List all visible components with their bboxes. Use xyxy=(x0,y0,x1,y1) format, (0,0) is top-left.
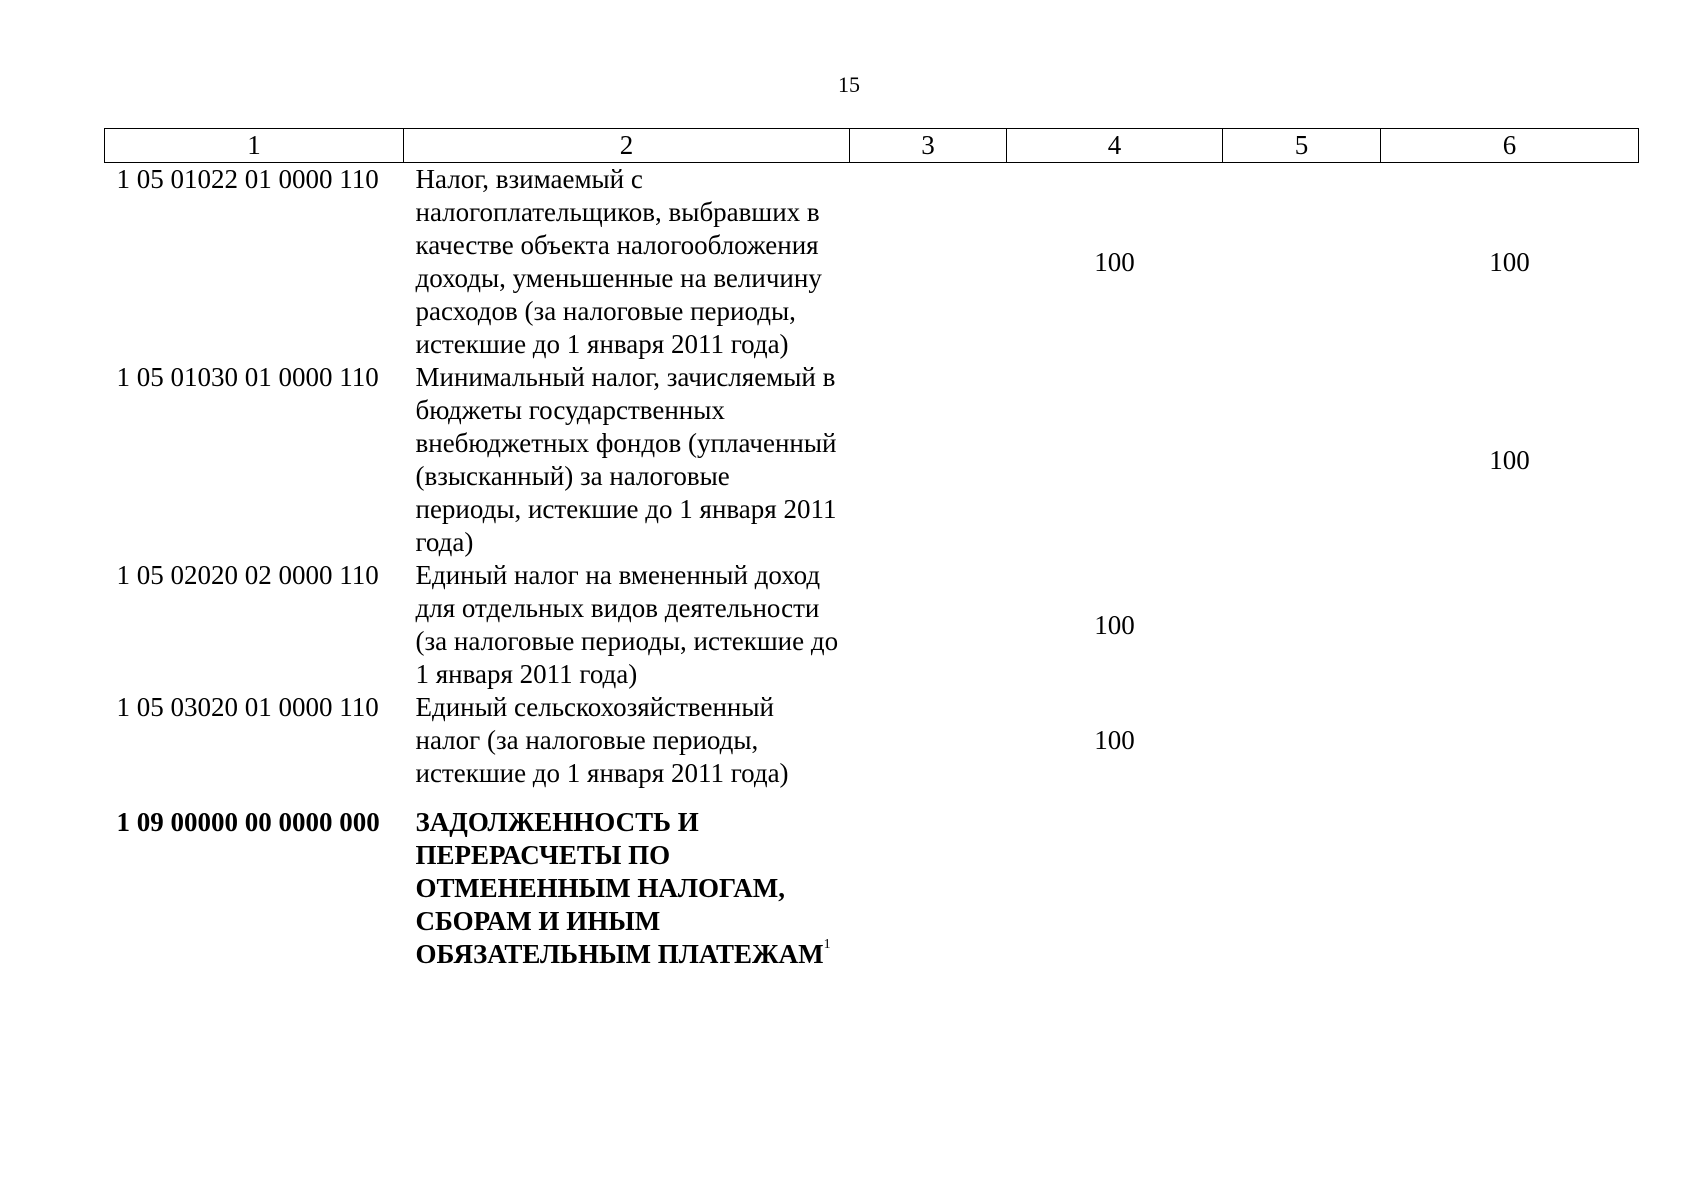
column-header-2: 2 xyxy=(404,129,850,163)
cell-col-3 xyxy=(850,361,1007,559)
income-name: Минимальный налог, зачисляемый в бюджеты государственных внебюджетных фондов (уплаченный (взысканный) за налоговые периоды, истекшие до 1 января 2011 года) xyxy=(415,362,837,557)
income-code: 1 05 01022 01 0000 110 xyxy=(116,164,379,194)
income-name: Единый налог на вмененный доход для отдельных видов деятельности (за налоговые периоды, истекшие до 1 января 2011 года) xyxy=(415,560,839,689)
table-row xyxy=(105,361,1639,559)
table-row xyxy=(105,691,1639,790)
footnote-marker: 1 xyxy=(823,937,831,952)
income-code: 1 09 00000 00 0000 000 xyxy=(116,807,380,837)
cell-col-3 xyxy=(850,559,1007,691)
cell-col-6 xyxy=(1381,790,1639,971)
cell-col-6 xyxy=(1381,691,1639,790)
section-heading-text: ЗАДОЛЖЕННОСТЬ И ПЕРЕРАСЧЕТЫ ПО ОТМЕНЕННЫМ НАЛОГАМ, СБОРАМ И ИНЫМ ОБЯЗАТЕЛЬНЫМ ПЛАТЕЖАМ xyxy=(415,807,824,969)
table-row xyxy=(105,559,1639,691)
cell-col-5 xyxy=(1223,361,1381,559)
income-name: Единый сельскохозяйственный налог (за налоговые периоды, истекшие до 1 января 2011 года) xyxy=(415,692,789,788)
table-header-row xyxy=(105,129,1639,163)
cell-col-4 xyxy=(1007,361,1223,559)
income-code: 1 05 01030 01 0000 110 xyxy=(116,362,379,392)
cell-col-5 xyxy=(1223,163,1381,362)
table-row-section-heading xyxy=(105,790,1639,971)
cell-col-5 xyxy=(1223,691,1381,790)
cell-col-3 xyxy=(850,790,1007,971)
column-header-4: 4 xyxy=(1007,129,1223,163)
column-header-6: 6 xyxy=(1381,129,1639,163)
cell-col-3 xyxy=(850,691,1007,790)
cell-col-4: 100 xyxy=(1094,246,1135,277)
budget-classification-table xyxy=(104,128,1639,971)
income-name: Налог, взимаемый с налогоплательщиков, выбравших в качестве объекта налогообложения доходы, уменьшенные на величину расходов (за налоговые периоды, истекшие до 1 января 2011 года) xyxy=(415,164,822,359)
page-number: 15 xyxy=(838,72,860,97)
cell-col-4: 100 xyxy=(1094,725,1135,755)
cell-col-5 xyxy=(1223,790,1381,971)
column-header-1: 1 xyxy=(105,129,404,163)
cell-col-4: 100 xyxy=(1094,609,1135,640)
cell-col-5 xyxy=(1223,559,1381,691)
cell-col-4 xyxy=(1007,790,1223,971)
income-code: 1 05 03020 01 0000 110 xyxy=(116,692,379,722)
income-name xyxy=(404,790,850,971)
column-header-3: 3 xyxy=(850,129,1007,163)
cell-col-3 xyxy=(850,163,1007,362)
cell-col-6: 100 xyxy=(1489,444,1530,475)
cell-col-6: 100 xyxy=(1489,246,1530,277)
table-row xyxy=(105,163,1639,362)
cell-col-6 xyxy=(1381,559,1639,691)
income-code: 1 05 02020 02 0000 110 xyxy=(116,560,379,590)
column-header-5: 5 xyxy=(1223,129,1381,163)
